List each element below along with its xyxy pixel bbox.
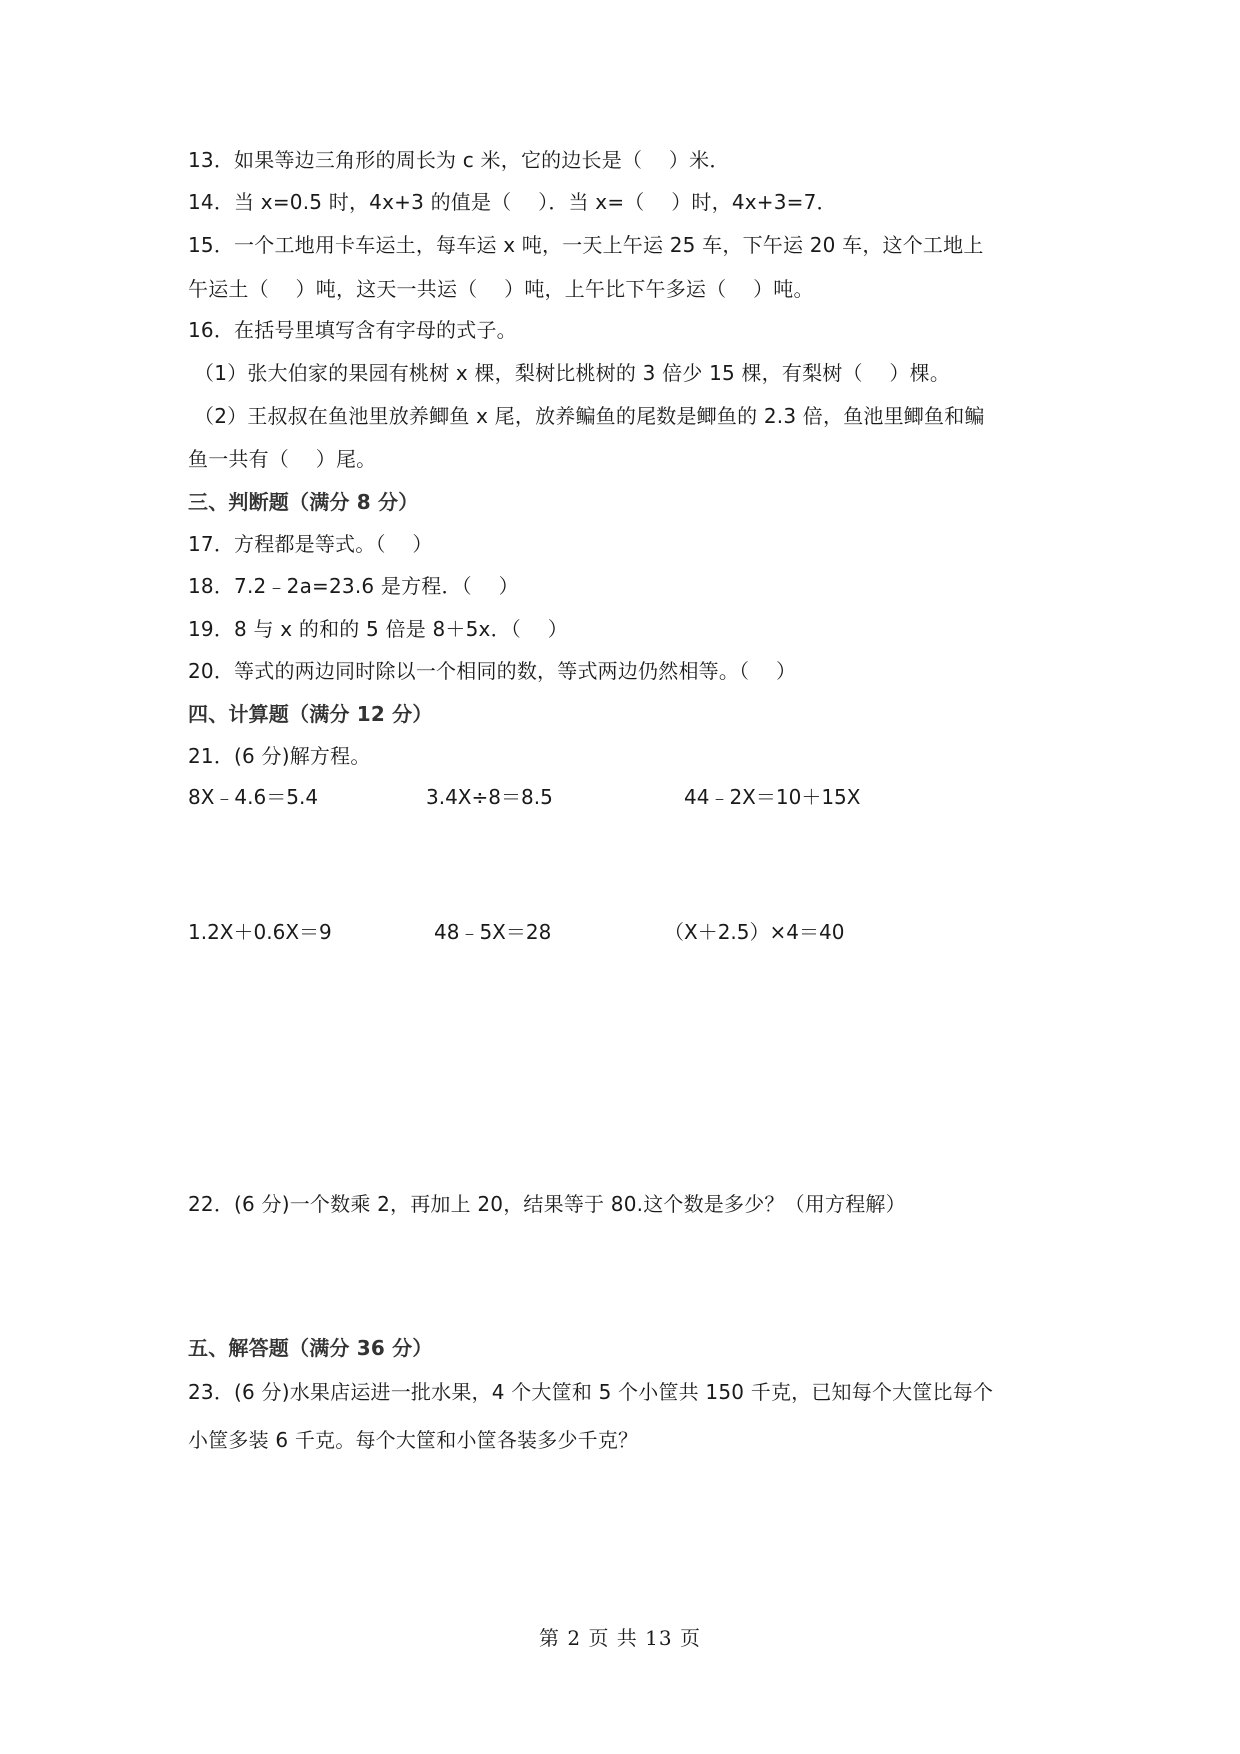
question-17: 17．方程都是等式。（ ） [188, 532, 433, 556]
section-3-heading: 三、判断题（满分 8 分） [188, 490, 419, 514]
question-23-line1: 23．(6 分)水果店运进一批水果，4 个大筐和 5 个小筐共 150 千克，已知每个大筐比每个 [188, 1380, 994, 1404]
section-5-heading: 五、解答题（满分 36 分） [188, 1336, 433, 1360]
question-15-line1: 15．一个工地用卡车运土，每车运 x 吨，一天上午运 25 车，下午运 20 车，这个工地上 [188, 233, 984, 257]
question-18: 18．7.2﹣2a=23.6 是方程．（ ） [188, 574, 519, 598]
question-14: 14．当 x=0.5 时，4x+3 的值是（ ）．当 x=（ ）时，4x+3=7． [188, 190, 837, 214]
equation-1: 8X﹣4.6＝5.4 [188, 785, 319, 809]
section-4-heading: 四、计算题（满分 12 分） [188, 702, 433, 726]
question-15-line2: 午运土（ ）吨，这天一共运（ ）吨，上午比下午多运（ ）吨。 [188, 277, 814, 301]
question-22: 22．(6 分)一个数乘 2，再加上 20，结果等于 80.这个数是多少？（用方程解） [188, 1192, 906, 1216]
question-16-part2-line1: （2）王叔叔在鱼池里放养鲫鱼 x 尾，放养鳊鱼的尾数是鲫鱼的 2.3 倍，鱼池里鲫鱼和鳊 [194, 404, 985, 428]
question-13: 13．如果等边三角形的周长为 c 米，它的边长是（ ）米． [188, 148, 730, 172]
question-23-line2: 小筐多装 6 千克。每个大筐和小筐各装多少千克？ [188, 1428, 639, 1452]
question-16-part2-line2: 鱼一共有（ ）尾。 [188, 447, 377, 471]
equation-4: 1.2X＋0.6X＝9 [188, 920, 332, 944]
equation-2: 3.4X÷8＝8.5 [426, 785, 553, 809]
equation-6: （X＋2.5）×4＝40 [664, 920, 845, 944]
question-16: 16．在括号里填写含有字母的式子。 [188, 318, 517, 342]
question-16-part1: （1）张大伯家的果园有桃树 x 棵，梨树比桃树的 3 倍少 15 棵，有梨树（ ）棵。 [194, 361, 951, 385]
question-21: 21．(6 分)解方程。 [188, 744, 371, 768]
equation-3: 44﹣2X＝10＋15X [684, 785, 861, 809]
question-19: 19．8 与 x 的和的 5 倍是 8＋5x．（ ） [188, 617, 568, 641]
equation-5: 48﹣5X＝28 [434, 920, 552, 944]
question-20: 20．等式的两边同时除以一个相同的数，等式两边仍然相等。（ ） [188, 659, 797, 683]
page-number-footer: 第 2 页 共 13 页 [539, 1626, 701, 1650]
